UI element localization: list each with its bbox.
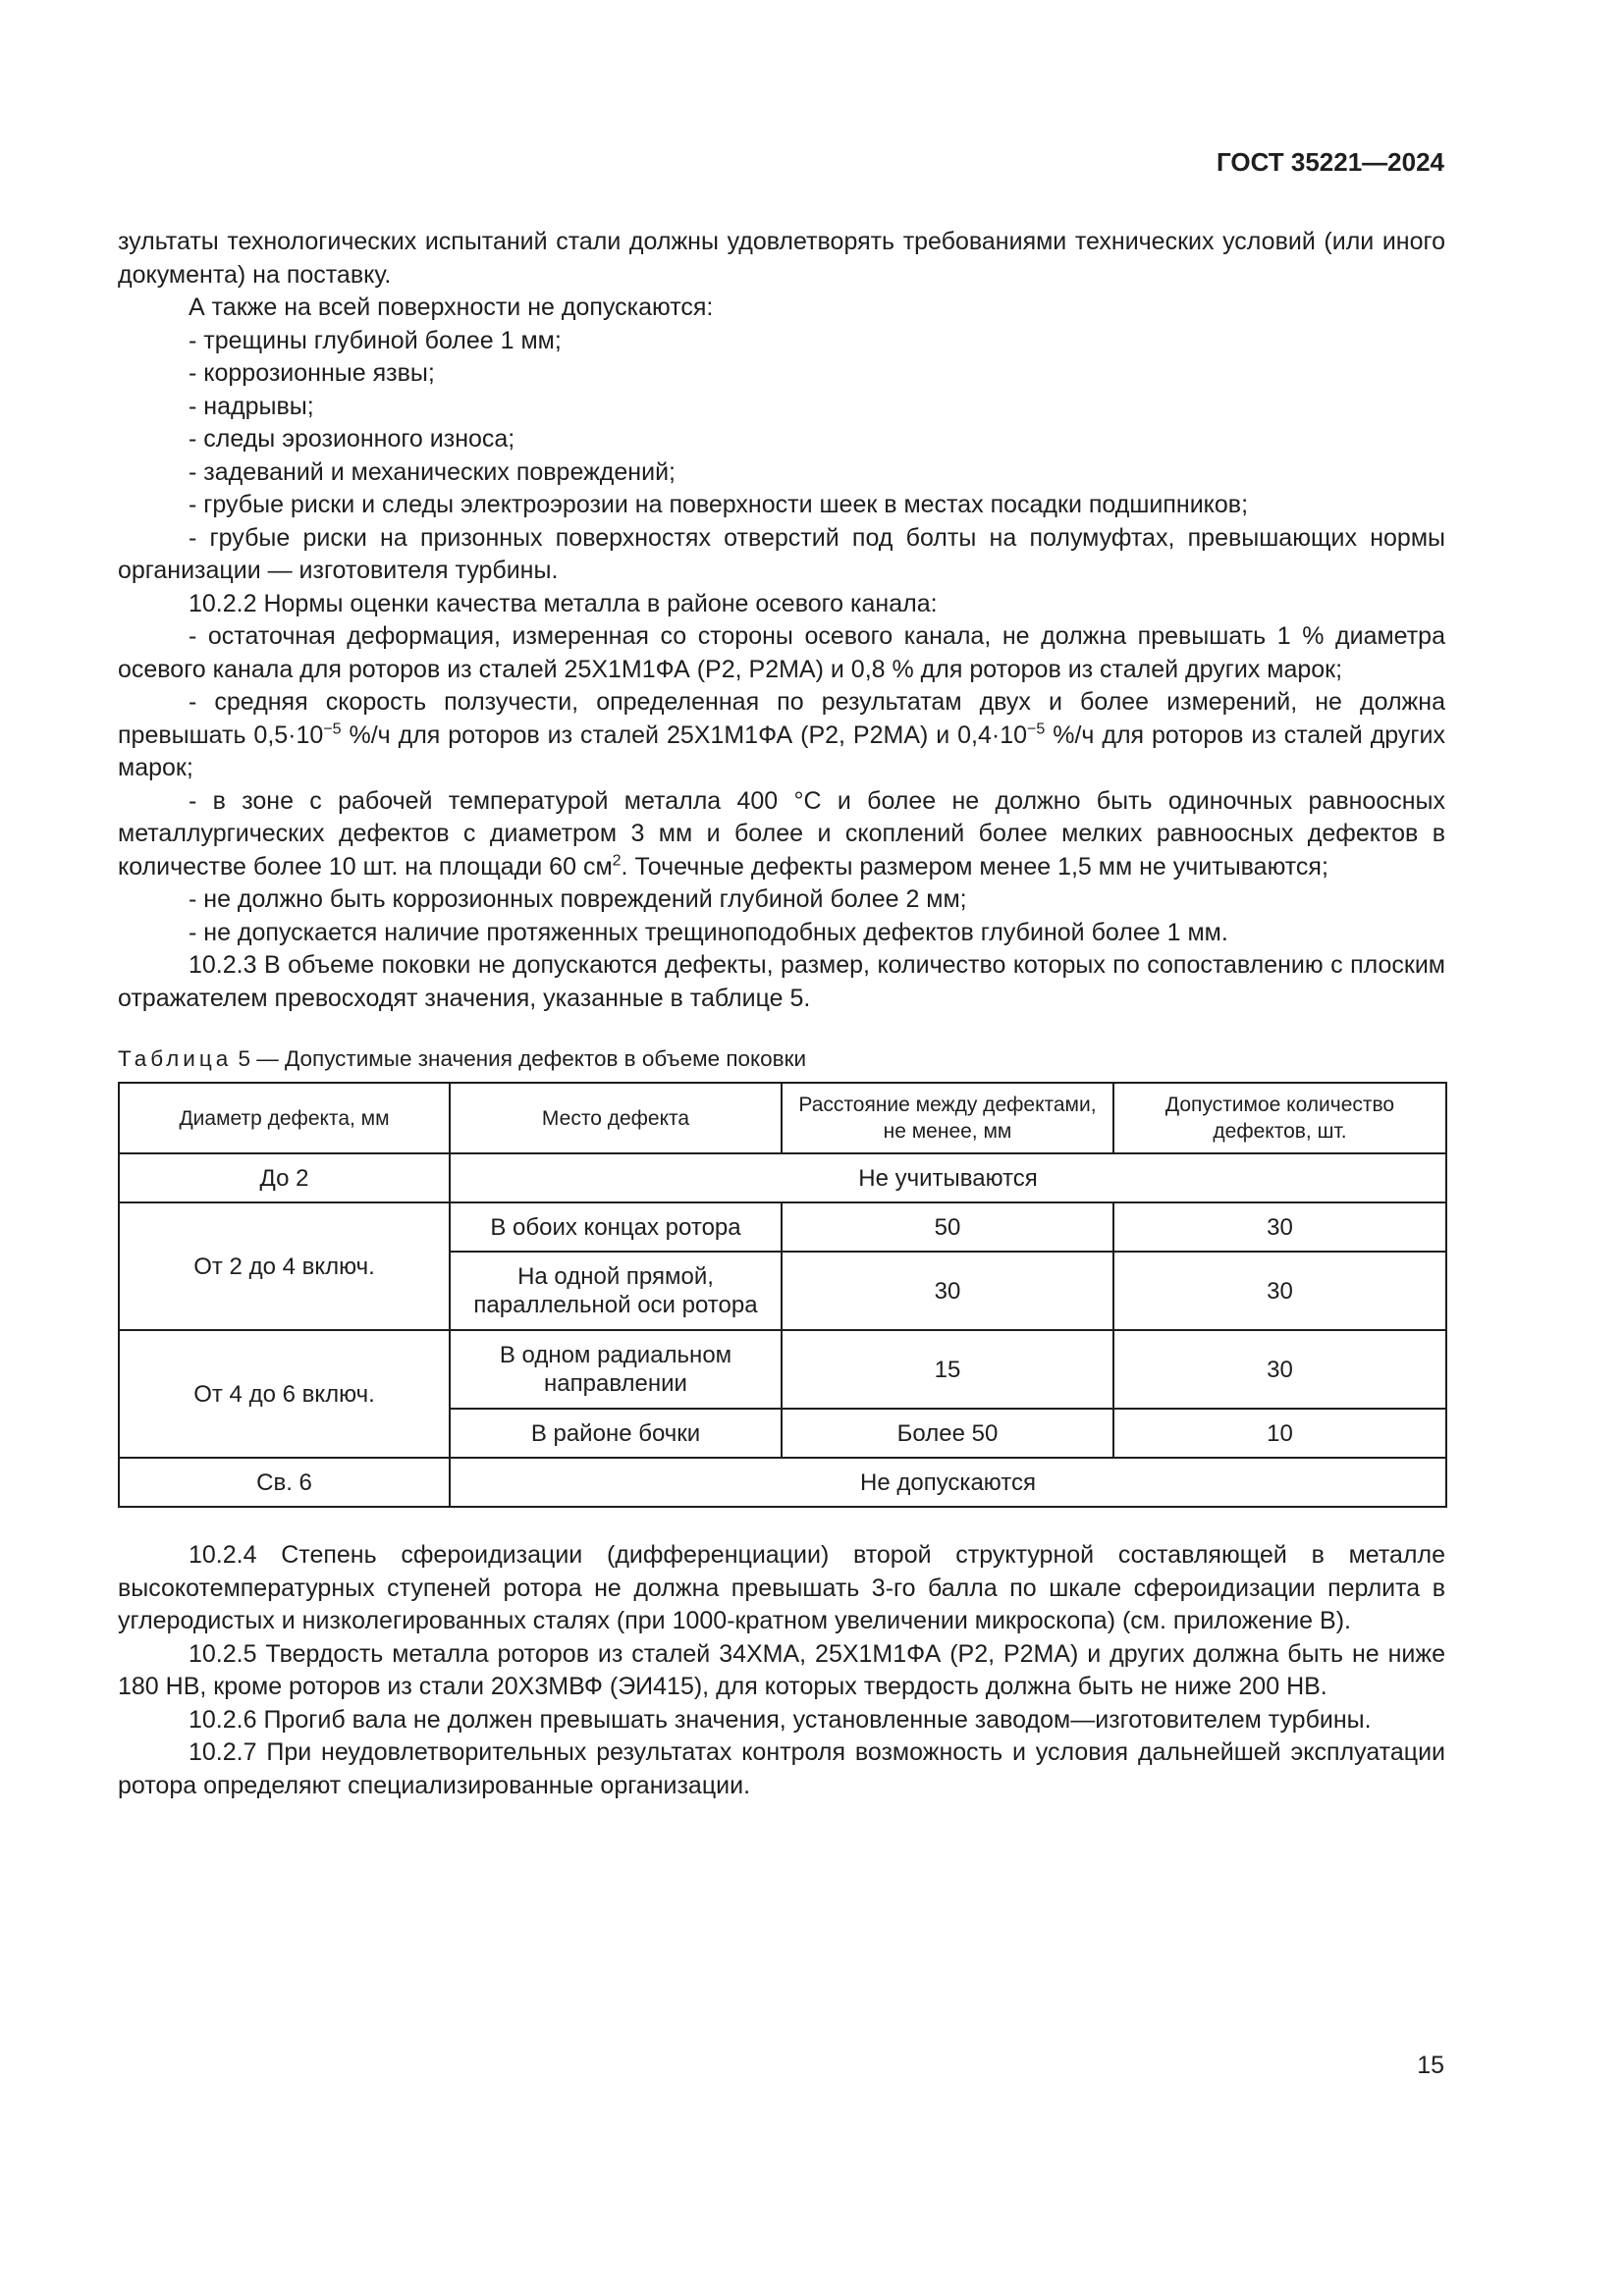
section-10-2-5: 10.2.5 Твердость металла роторов из сталей 34ХМА, 25Х1М1ФА (Р2, Р2МА) и других должна быть не ниже 180 НВ, кроме роторов из стали 20Х3МВФ (ЭИ415), для которых твердость должна быть не ниже 200 НВ. (118, 1639, 1445, 1700)
table-row (119, 1458, 1446, 1507)
table-cell: Не допускаются (450, 1458, 1446, 1507)
exponent: 2 (612, 852, 622, 870)
list-item: - не должно быть коррозионных повреждений глубиной более 2 мм; (189, 885, 967, 913)
list-item: - грубые риски и следы электроэрозии на поверхности шеек в местах посадки подшипников; (189, 491, 1249, 518)
list-item: - коррозионные язвы; (189, 359, 435, 387)
table-cell: 30 (1113, 1202, 1446, 1252)
table-row (119, 1330, 1446, 1409)
table-caption-label: Таблица (118, 1046, 233, 1071)
document-id: ГОСТ 35221—2024 (1217, 147, 1444, 177)
page-body (118, 226, 1445, 1802)
text: - средняя скорость ползучести, определенная по результатам двух и более измерений, не должна превышать 0,5·10 (118, 688, 1445, 749)
list-item: - задеваний и механических повреждений; (189, 457, 676, 486)
table-cell: На одной прямой, параллельной оси ротора (450, 1252, 782, 1330)
paragraph-continuation: зультаты технологических испытаний стали должны удовлетворять требованиями технических условий (или иного документа) на поставку. (118, 228, 1445, 289)
table-caption (118, 1044, 1445, 1074)
text: %/ч для роторов из сталей 25Х1М1ФА (Р2, Р2МА) и 0,4·10 (341, 721, 1028, 749)
table-row (119, 1202, 1446, 1252)
table-row (119, 1153, 1446, 1202)
exponent: −5 (323, 721, 342, 738)
paragraph-lead: А также на всей поверхности не допускаются: (189, 294, 714, 321)
list-item: - не допускается наличие протяженных трещиноподобных дефектов глубиной более 1 мм. (189, 918, 1228, 946)
table-cell: Св. 6 (119, 1458, 450, 1507)
column-header: Допустимое количество дефектов, шт. (1113, 1083, 1446, 1153)
table-cell: От 4 до 6 включ. (119, 1330, 450, 1458)
table-cell: 30 (1113, 1330, 1446, 1409)
list-item: - надрывы; (189, 392, 314, 420)
column-header: Диаметр дефекта, мм (119, 1083, 450, 1153)
table-cell: 30 (1113, 1252, 1446, 1330)
column-header: Расстояние между дефектами, не менее, мм (782, 1083, 1113, 1153)
table-cell: В одном радиальном направлении (450, 1330, 782, 1409)
section-10-2-2-heading: 10.2.2 Нормы оценки качества металла в районе осевого канала: (189, 589, 938, 617)
section-10-2-6: 10.2.6 Прогиб вала не должен превышать значения, установленные заводом—изготовителем турбины. (189, 1705, 1372, 1734)
section-10-2-4: 10.2.4 Степень сфероидизации (дифференциации) второй структурной составляющей в металле высокотемпературных ступеней ротора не должна превышать 3-го балла по шкале сфероидизации перлита в углеродистых и низколегированных сталях (при 1000-кратном увеличении микроскопа) (см. приложение В). (118, 1541, 1445, 1634)
list-item: - грубые риски на призонных поверхностях отверстий под болты на полумуфтах, превышающих нормы организации — изготовителя турбины. (118, 523, 1445, 584)
text: . Точечные дефекты размером менее 1,5 мм не учитываются; (621, 852, 1328, 881)
table-cell: От 2 до 4 включ. (119, 1202, 450, 1330)
list-item-defects (118, 785, 1445, 884)
table-cell: В обоих концах ротора (450, 1202, 782, 1252)
section-10-2-7: 10.2.7 При неудовлетворительных результатах контроля возможность и условия дальнейшей эксплуатации ротора определяют специализированные организации. (118, 1738, 1445, 1799)
table-cell: 10 (1113, 1409, 1446, 1458)
table-cell: 15 (782, 1330, 1113, 1409)
table-caption-text: 5 — Допустимые значения дефектов в объеме поковки (232, 1046, 807, 1071)
text: - в зоне с рабочей температурой металла 400 °С и более не должно быть одиночных равноосных металлургических дефектов с диаметром 3 мм и более и скоплений более мелких равноосных дефектов в количестве более 10 шт. на площади 60 см (118, 786, 1445, 881)
table-cell: 50 (782, 1202, 1113, 1252)
text: %/ч для роторов из сталей других марок; (118, 721, 1445, 781)
defects-table (118, 1082, 1447, 1508)
table-cell: Более 50 (782, 1409, 1113, 1458)
exponent: −5 (1027, 721, 1046, 738)
table-cell: В районе бочки (450, 1409, 782, 1458)
column-header: Место дефекта (450, 1083, 782, 1153)
table-header-row (119, 1083, 1446, 1153)
list-item-creep (118, 686, 1445, 785)
table-cell: 30 (782, 1252, 1113, 1330)
list-item: - трещины глубиной более 1 мм; (189, 326, 562, 354)
section-10-2-3: 10.2.3 В объеме поковки не допускаются дефекты, размер, количество которых по сопоставлению с плоским отражателем превосходят значения, указанные в таблице 5. (118, 951, 1445, 1012)
page-number: 15 (1417, 2052, 1444, 2079)
table-cell: До 2 (119, 1153, 450, 1202)
table-cell: Не учитываются (450, 1153, 1446, 1202)
list-item: - остаточная деформация, измеренная со стороны осевого канала, не должна превышать 1 % диаметра осевого канала для роторов из сталей 25Х1М1ФА (Р2, Р2МА) и 0,8 % для роторов из сталей других марок; (118, 622, 1445, 683)
list-item: - следы эрозионного износа; (189, 425, 515, 453)
